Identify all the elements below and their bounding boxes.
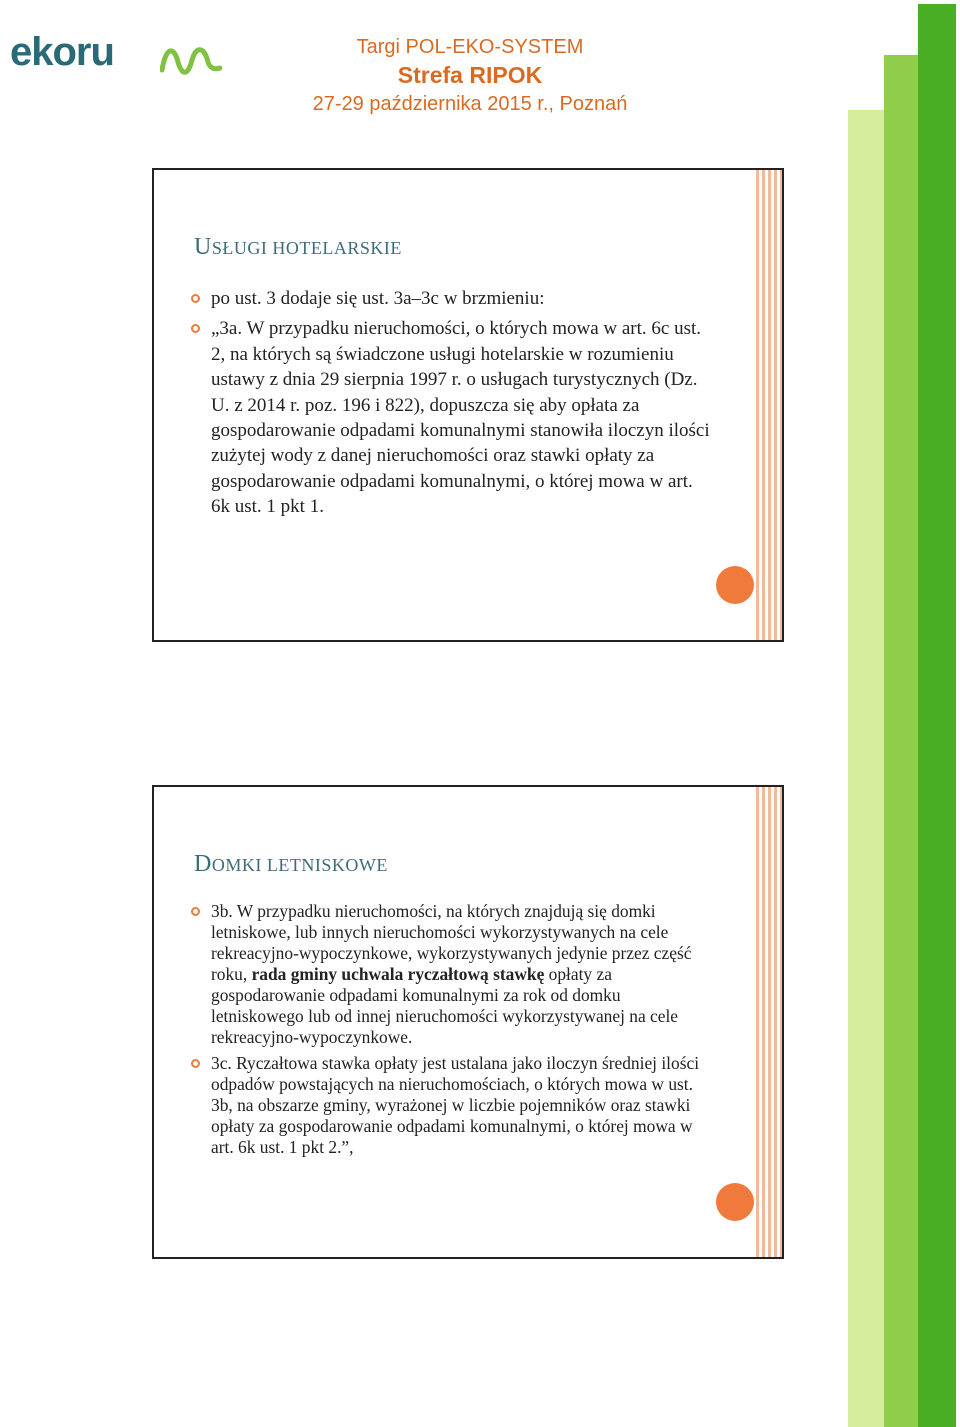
list-item-text: 3c. Ryczałtowa stawka opłaty jest ustalana jako iloczyn średniej ilości odpadów powstających na nieruchomościach, o których mowa w ust. 3b, na obszarze gminy, wyrażonej w liczbie pojemników oraz stawki opłaty za gospodarowanie odpadami komunalnymi, o której mowa w art. 6k ust. 1 pkt 2.”, — [211, 1053, 700, 1157]
event-zone: Strefa RIPOK — [397, 62, 543, 88]
bullet-icon — [191, 907, 200, 916]
logo-text: ekoru — [10, 30, 114, 74]
slide-decor-circle — [716, 1183, 754, 1221]
list-item — [194, 286, 714, 311]
event-info — [300, 34, 640, 118]
decor-stripe-light — [848, 110, 886, 1427]
slide-hotel-services — [152, 168, 784, 642]
decor-stripe-mid — [884, 55, 918, 1427]
list-item-text: 3b. W przypadku nieruchomości, na których znajdują się domki letniskowe, lub innych nieruchomości wykorzystywanych na cele rekreacyjno-wypoczynkowe, wykorzystywanych jedynie przez część roku, — [211, 901, 692, 984]
list-item — [194, 1053, 714, 1158]
slide-title: DOMKI LETNISKOWE — [194, 851, 388, 877]
slide-decor-lines — [756, 170, 782, 640]
bullet-icon — [191, 1059, 200, 1068]
bullet-list — [194, 286, 714, 525]
slide-holiday-cottages — [152, 785, 784, 1259]
slide-decor-circle — [716, 566, 754, 604]
event-date: 27-29 października 2015 r., Poznań — [312, 93, 628, 115]
list-item — [194, 316, 714, 519]
bullet-icon — [191, 294, 200, 303]
logo-wave-icon — [160, 40, 222, 76]
slide-decor-lines — [756, 787, 782, 1257]
list-item-text: po ust. 3 dodaje się ust. 3a–3c w brzmieniu: — [211, 288, 545, 309]
decor-stripe-dark — [918, 4, 956, 1427]
bullet-icon — [191, 324, 200, 333]
list-item-text: „3a. W przypadku nieruchomości, o których mowa w art. 6c ust. 2, na których są świadczone usługi hotelarskie w rozumieniu ustawy z dnia 29 sierpnia 1997 r. o usługach turystycznych (Dz. U. z 2014 r. poz. 196 i 822), dopuszcza się aby opłata za gospodarowanie odpadami komunalnymi stanowiła iloczyn ilości zużytej wody z danej nieruchomości oraz stawki opłaty za gospodarowanie odpadami komunalnymi, o której mowa w art. 6k ust. 1 pkt 1. — [211, 318, 710, 518]
ekorum-logo — [10, 30, 210, 76]
list-item-text: opłaty za gospodarowanie odpadami komunalnymi za rok od domku letniskowego lub od innej nieruchomości wykorzystywanej na cele rekreacyjno-wypoczynkowe. — [211, 964, 679, 1047]
list-item — [194, 901, 714, 1048]
bullet-list — [194, 901, 714, 1163]
slide-title: USŁUGI HOTELARSKIE — [194, 234, 402, 260]
event-name: Targi POL-EKO-SYSTEM — [356, 36, 584, 58]
list-item-bold-text: rada gminy uchwala ryczałtową stawkę — [251, 964, 545, 984]
